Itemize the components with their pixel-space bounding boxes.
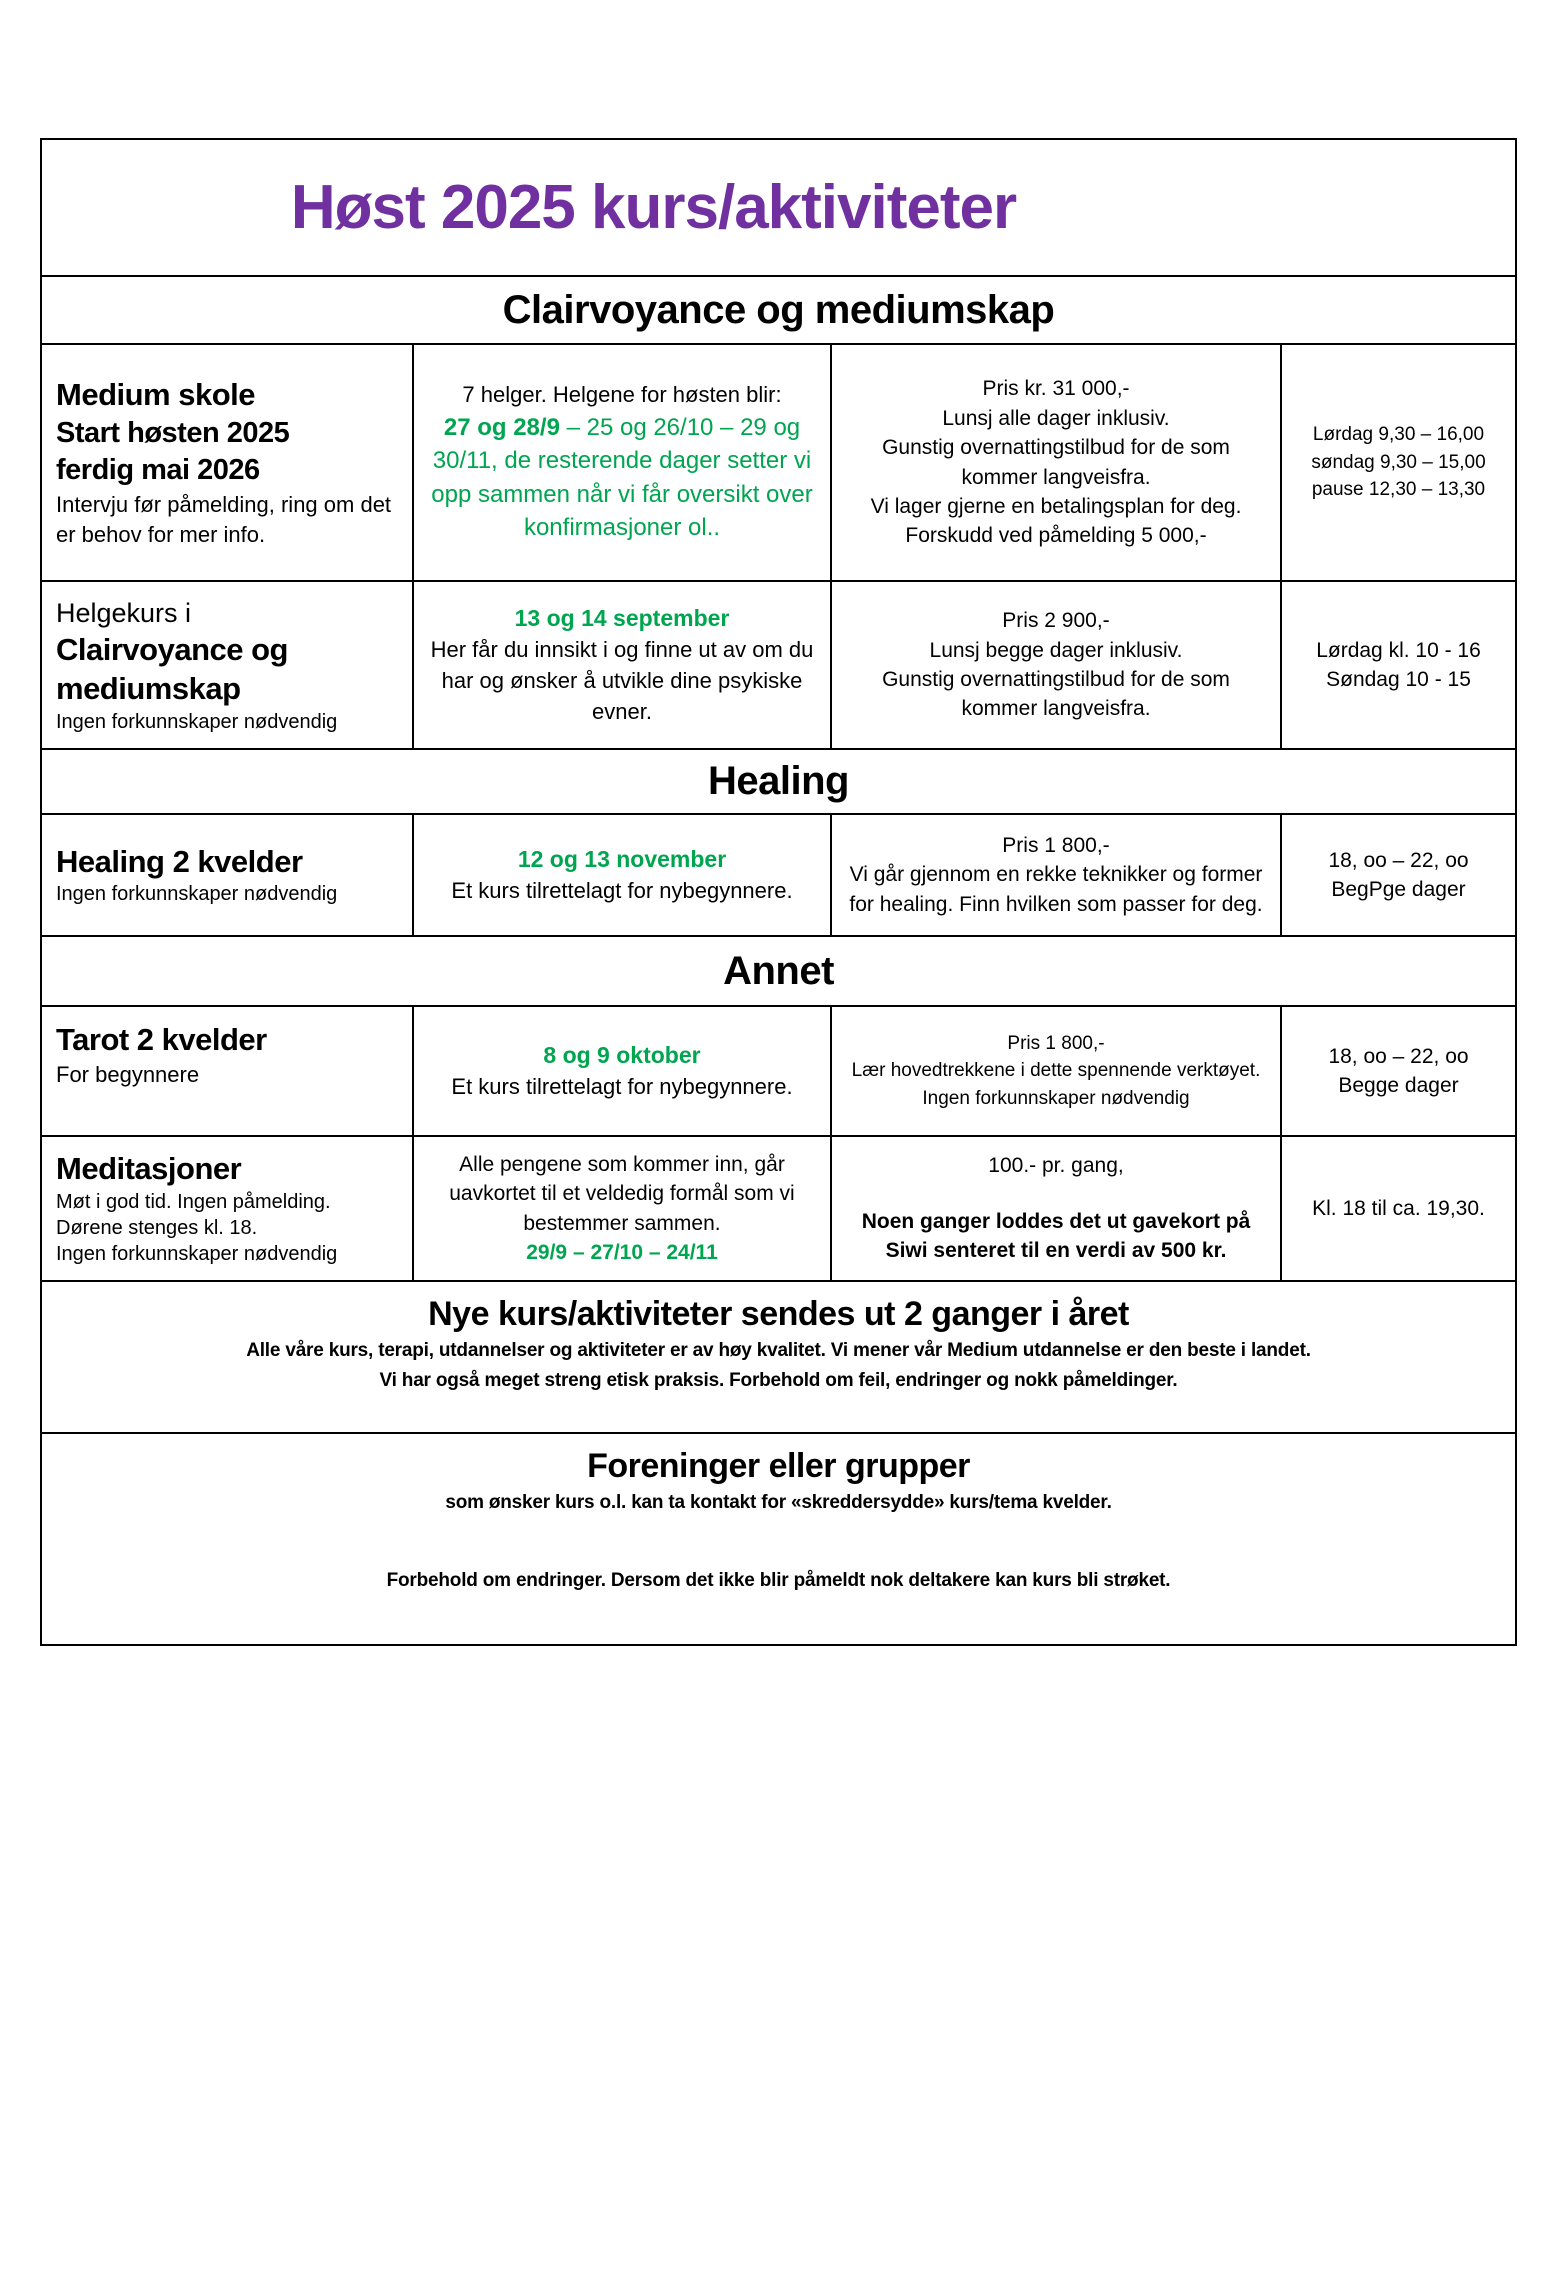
footer-text: Forbehold om endringer. Dersom det ikke blir påmeldt nok deltakere kan kurs bli strøket. [386,1569,1171,1591]
section-header-row-annet [42,935,1515,1005]
course-schedule-table [40,138,1517,1646]
section-header-healing: Healing [708,759,849,803]
price-line: Siwi senteret til en verdi av 500 kr. [885,1239,1227,1263]
date-highlight: 27 og 28/9 [443,413,560,441]
table-row-healing [42,813,1515,935]
course-name-cell [42,345,412,580]
course-note: Ingen forkunnskaper nødvendig [56,883,338,906]
time-line: pause 12,30 – 13,30 [1311,479,1486,501]
title-row [42,140,1515,275]
course-name: Healing 2 kvelder [56,843,303,879]
section-header-annet: Annet [723,948,834,993]
footer-heading: Foreninger eller grupper [587,1447,970,1485]
course-time-cell [1280,815,1515,935]
section-header-clairvoyance: Clairvoyance og mediumskap [502,287,1055,332]
time-line: 18, oo – 22, oo [1328,1044,1469,1068]
price-line: Pris kr. 31 000,- [982,377,1130,401]
section-header-row-clairvoyance [42,275,1515,343]
course-name-cell [42,1137,412,1280]
course-dates-cell [412,815,830,935]
date-highlight: 12 og 13 november [517,845,727,872]
price-line: Vi lager gjerne en betalingsplan for deg. [870,494,1242,518]
course-name: Tarot 2 kvelder [56,1022,267,1057]
table-row-tarot [42,1005,1515,1135]
course-price-cell [830,1007,1280,1135]
price-line: Pris 1 800,- [1002,833,1110,857]
price-line: Gunstig overnattingstilbud for de som kommer langveisfra. [882,668,1230,721]
course-dates-cell [412,345,830,580]
course-note: Intervju før påmelding, ring om det er behov for mer info. [56,491,392,547]
date-highlight: 29/9 – 27/10 – 24/11 [526,1240,718,1264]
course-price-cell [830,345,1280,580]
course-time-cell [1280,582,1515,748]
course-note: Ingen forkunnskaper nødvendig [56,1242,338,1265]
course-note: For begynnere [56,1061,200,1087]
course-name-cell [42,815,412,935]
course-subtitle: ferdig mai 2026 [56,454,260,487]
footer-heading: Nye kurs/aktiviteter sendes ut 2 ganger i året [428,1295,1129,1333]
course-dates-cell [412,1007,830,1135]
course-note: Ingen forkunnskaper nødvendig [56,710,338,733]
dates-intro: 7 helger. Helgene for høsten blir: [462,381,782,407]
dates-detail: Her får du innsikt i og finne ut av om du har og ønsker å utvikle dine psykiske evner. [430,637,814,725]
date-detail: – 25 og 26/10 – 29 og 30/11, de resterende dager setter vi opp sammen når vi får oversikt over konfirmasjoner ol.. [431,413,813,542]
dates-detail: Et kurs tilrettelagt for nybegynnere. [451,878,793,904]
course-price-cell [830,1137,1280,1280]
course-note: Møt i god tid. Ingen påmelding. [56,1190,331,1213]
course-note: Dørene stenges kl. 18. [56,1216,258,1239]
price-line: Pris 1 800,- [1007,1032,1105,1054]
course-dates-cell [412,582,830,748]
footer-text: som ønsker kurs o.l. kan ta kontakt for «skreddersydde» kurs/tema kvelder. [445,1492,1112,1514]
page-title: Høst 2025 kurs/aktiviteter [290,173,1017,242]
price-line: Noen ganger loddes det ut gavekort på [861,1209,1251,1233]
course-price-cell [830,582,1280,748]
course-dates-cell [412,1137,830,1280]
date-highlight: 13 og 14 september [514,605,730,632]
course-intro: Helgekurs i [56,598,192,629]
price-line: Lunsj alle dager inklusiv. [942,406,1170,430]
time-line: Begge dager [1338,1074,1459,1097]
course-time-cell [1280,1137,1515,1280]
course-name: Meditasjoner [56,1151,242,1187]
time-line: Søndag 10 - 15 [1326,668,1471,691]
dates-text [424,411,820,545]
course-time-cell [1280,1007,1515,1135]
price-line: Lunsj begge dager inklusiv. [929,638,1183,662]
table-row-helgekurs [42,580,1515,748]
price-line: Pris 2 900,- [1002,609,1110,633]
price-line: Vi går gjennom en rekke teknikker og former for healing. Finn hvilken som passer for deg. [849,863,1263,916]
footer-section-new-courses [42,1280,1515,1432]
time-line: Lørdag kl. 10 - 16 [1316,638,1481,662]
course-subtitle: Start høsten 2025 [56,416,290,449]
date-highlight: 8 og 9 oktober [543,1041,701,1068]
course-price-cell [830,815,1280,935]
course-name-cell [42,582,412,748]
table-row-medium-skole [42,343,1515,580]
course-time-cell [1280,345,1515,580]
table-row-meditasjoner [42,1135,1515,1280]
time-line: BegPge dager [1331,878,1466,901]
time-line: Lørdag 9,30 – 16,00 [1312,424,1485,446]
course-name: mediumskap [56,671,241,707]
section-header-row-healing [42,748,1515,813]
time-line: Kl. 18 til ca. 19,30. [1312,1196,1485,1220]
price-line: Gunstig overnattingstilbud for de som kommer langveisfra. [882,436,1230,489]
dates-detail: Alle pengene som kommer inn, går uavkortet til et veldedig formål som vi bestemmer sammen. [449,1152,795,1235]
footer-cell [42,1282,1515,1432]
price-line: 100.- pr. gang, [988,1154,1124,1178]
footer-text: Alle våre kurs, terapi, utdannelser og aktiviteter er av høy kvalitet. Vi mener vår Medium utdannelse er den beste i landet. [246,1340,1311,1362]
price-line: Forskudd ved påmelding 5 000,- [905,524,1207,548]
dates-detail: Et kurs tilrettelagt for nybegynnere. [451,1074,793,1100]
price-line: Lær hovedtrekkene i dette spennende verktøyet. [851,1060,1261,1082]
time-line: søndag 9,30 – 15,00 [1311,451,1486,473]
course-name: Clairvoyance og [56,632,288,668]
footer-cell [42,1434,1515,1644]
price-line: Ingen forkunnskaper nødvendig [922,1087,1190,1109]
footer-section-groups [42,1432,1515,1644]
course-name-cell [42,1007,412,1135]
time-line: 18, oo – 22, oo [1328,848,1469,872]
course-name: Medium skole [56,376,255,412]
footer-text: Vi har også meget streng etisk praksis. Forbehold om feil, endringer og nokk påmeldinger. [379,1369,1178,1391]
